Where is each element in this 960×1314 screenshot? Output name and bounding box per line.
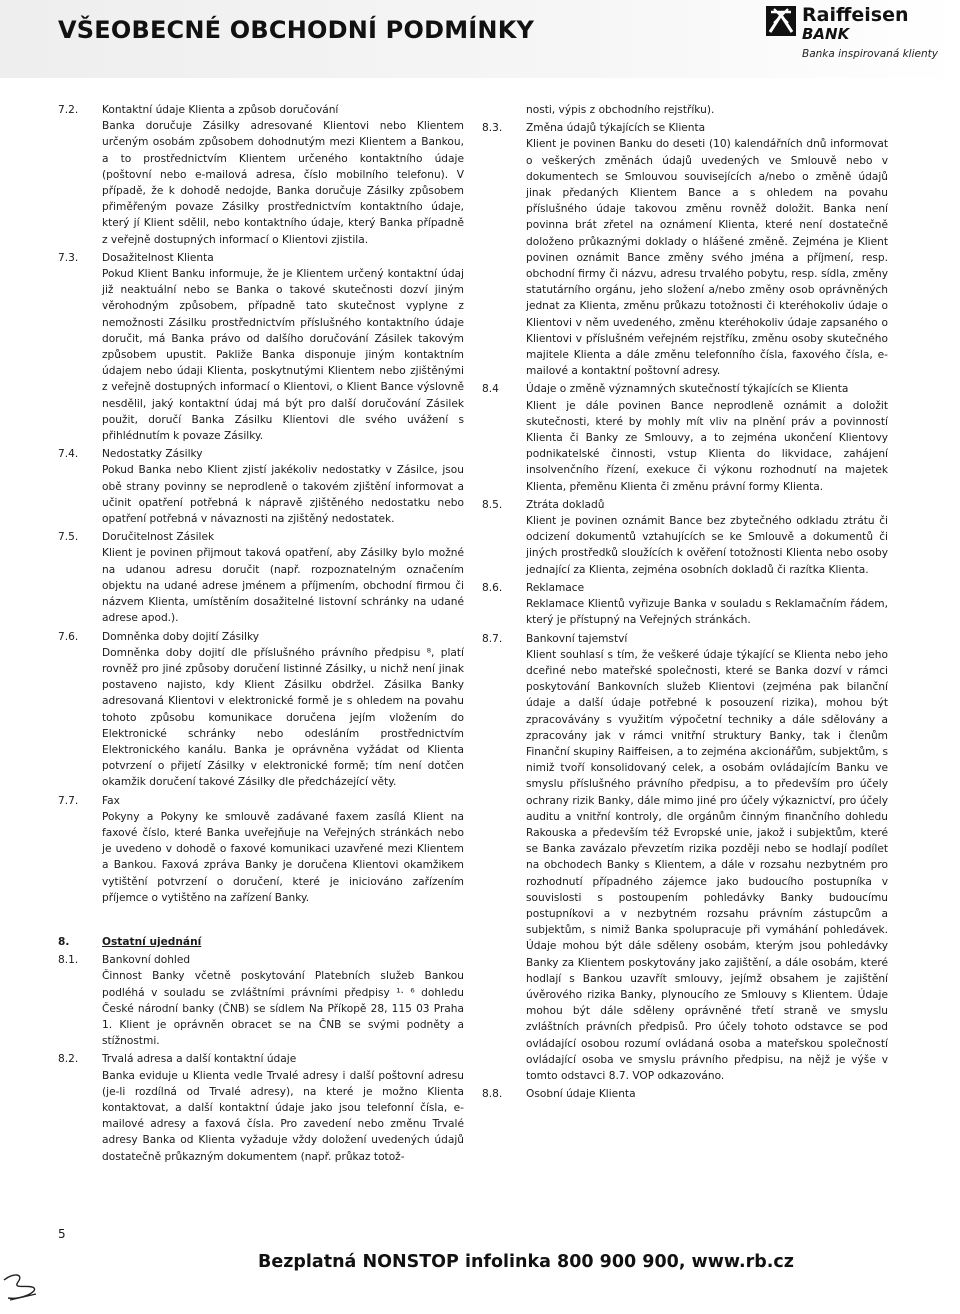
section-title: Dosažitelnost Klienta bbox=[102, 251, 214, 264]
section-title: Kontaktní údaje Klienta a způsob doručování bbox=[102, 104, 339, 116]
footer-hotline: Bezplatná NONSTOP infolinka 800 900 900, www.rb.cz bbox=[258, 1252, 794, 1272]
section-text: Klient souhlasí s tím, že veškeré údaje týkající se Klienta nebo jeho dceřiné nebo mateřské společnosti, které se Banka dozví v rámci poskytování Bankovních služeb Klientovi (zejména pak bilanční údaje a další údaje potřebné k posouzení rizika), mohou být zpracovávány s využitím výpočetní techniky a dále sdělovány a zpracovány jak v rámci vnitřní struktury Banky, tak i členům Finanční skupiny Raiffeisen, a to zejména akcionářům, subjektům, s nimiž tvoří konsolidovaný celek, a osobám ovládajícím Banku ve smyslu příslušného právního předpisu, a to především pro účely ochrany rizik Banky, dále mimo jiné pro účely výkaznictví, pro účely auditu a vnitřní kontroly, dle orgánům činným finančního dohledu Rakouska a především též Evropské unie, jakož i subjektům, které se Banka zavázalo převzetím rizika později nebo se hodlají podílet na obchodech Banky s Klientem, a dále v rozsahu nezbytném pro rozhodnutí případného zájemce jako budoucího postupníka v souvislosti s postoupením pohledávky Banky budoucímu postupníkovi a v nezbytném rozsahu právním zástupcům a subjektům, s nimiž Banka spolupracuje při vymáhání pohledávek. Údaje mohou být dále sděleny osobám, kterým jsou pohledávky Banky za Klientem poskytovány jako zajištění, a dále osobám, které hodlají s Bankou uzavřít smlouvy, jejímž obsahem je zajištění úvěrového rizika Banky, plynoucího ze Smlouvy s Klientem. Údaje mohou být dále sděleny oprávněné třetí straně ve smyslu zvláštních právních předpisů. Pro účely tohoto odstavce se pod ovládající osobou rozumí ovládaná osoba a mateřskou společností ovládající osoba ve smyslu právního předpisu, na nějž je výše v tomto odstavci 8.7. VOP odkazováno. bbox=[526, 648, 888, 1082]
section-title: Ostatní ujednání bbox=[102, 935, 202, 948]
section-number: 8.2. bbox=[58, 1053, 79, 1066]
section-8-3 bbox=[482, 120, 888, 379]
section-text: Klient je povinen přijmout taková opatření, aby Zásilky bylo možné na udanou adresu doručit (např. rozpoznatelným označením objektu na udané adrese jménem a příjmením, obchodní firmou či názvem Klienta, umístěním dosažitelné listovní schránky na udané adrese apod.). bbox=[102, 547, 464, 625]
section-number: 7.3. bbox=[58, 251, 79, 264]
section-8-6 bbox=[482, 580, 888, 629]
bank-logo bbox=[766, 6, 946, 76]
section-7-7 bbox=[58, 793, 464, 906]
section-number: 7.6. bbox=[58, 630, 79, 643]
section-title: Reklamace bbox=[526, 581, 585, 594]
logo-name: Raiffeisen bbox=[802, 4, 909, 26]
section-number: 8.7. bbox=[482, 632, 503, 645]
section-8-7 bbox=[482, 631, 888, 1085]
handwritten-signature-icon bbox=[0, 1270, 42, 1308]
section-number: 8.8. bbox=[482, 1088, 503, 1101]
section-7-4 bbox=[58, 446, 464, 527]
logo-bank: BANK bbox=[802, 25, 850, 43]
section-text: Pokud Banka nebo Klient zjistí jakékoliv nedostatky v Zásilce, jsou obě strany povinny se neprodleně o takovém zjištění informovat a učinit opatření potřebná k nápravě zjištěného nedostatku nebo opatření potřebná v návaznosti na zjištěný nedostatek. bbox=[102, 464, 464, 526]
section-title: Bankovní tajemství bbox=[526, 632, 628, 645]
section-text: Klient je povinen Banku do deseti (10) kalendářních dnů informovat o veškerých změnách údajů uvedených ve Smlouvě nebo v dokumentech se Smlouvou souvisejících a/nebo o změně údajů jinak předaných Klientem Bance a s ohledem na povahu příslušného údaje takovou změnu rovněž doložit. Banka není povinna brát zřetel na oznámení Klienta, které není dostatečně doloženo průkaznými doklady o hlášené změně. Zejména je Klient povinen oznámit Bance změny svého jména a příjmení, resp. obchodní firmy či názvu, adresu trvalého pobytu, resp. sídla, změny statutárního orgánu, jeho složení a/nebo změny osob oprávněných jednat za Klienta, změnu průkazu totožnosti či kteréhokoliv údaje o Klientovi v něm uvedeného, změnu kteréhokoliv údaje zapsaného o Klientovi v příslušném veřejném rejstříku, změnu osoby skutečného majitele Klienta a dále změnu telefonního čísla, faxového čísla, e-mailové a kontaktní poštovní adresy. bbox=[526, 138, 888, 378]
section-number bbox=[482, 102, 526, 118]
section-8-8 bbox=[482, 1086, 888, 1102]
section-title: Doručitelnost Zásilek bbox=[102, 531, 215, 544]
section-number: 7.5. bbox=[58, 531, 79, 544]
section-8-2 bbox=[58, 1051, 464, 1164]
section-title: Osobní údaje Klienta bbox=[526, 1088, 636, 1101]
section-text: Pokyny a Pokyny ke smlouvě zadávané faxem zasílá Klient na faxové číslo, které Banka uveřejňuje na Veřejných stránkách nebo je uvedeno v dohodě o faxové komunikaci uzavřené mezi Klientem a Bankou. Faxová zpráva Banky je doručena Klientovi okamžikem vytištění potvrzení o doručení, které je iniciováno zařízením příjemce o vytištěno na zařízení Banky. bbox=[102, 810, 464, 904]
right-column bbox=[482, 102, 888, 1104]
section-text: Banka doručuje Zásilky adresované Klientovi nebo Klientem určeným osobám způsobem dohodnutým mezi Klientem a Bankou, a to prostřednictvím Klientem určeného kontaktního údaje (poštovní nebo e-mailová adresa, číslo mobilního telefonu). V případě, že k dohodě nedojde, Banka doručuje Zásilky způsobem přiměřeným povaze Zásilky prostřednictvím kontaktního údaje, který jí Klient sdělil, nebo kontaktního údaje, který Banka případně z veřejně dostupných informací o Klientovi zjistila. bbox=[102, 120, 464, 246]
section-text: Klient je povinen oznámit Bance bez zbytečného odkladu ztrátu či odcizení dokumentů vztahujících se ke Smlouvě a dokumentů či jiných prostředků sloužících k ověření totožnosti Klienta nebo osoby jednající za Klienta, zejména osobních dokladů či razítka Klienta. bbox=[526, 515, 888, 576]
section-number: 8.5. bbox=[482, 498, 503, 511]
raiffeisen-gable-cross-icon bbox=[766, 6, 796, 36]
section-title: Údaje o změně významných skutečností týkajících se Klienta bbox=[526, 383, 849, 396]
section-8-5 bbox=[482, 497, 888, 578]
section-title: Domněnka doby dojití Zásilky bbox=[102, 630, 260, 643]
section-title: Změna údajů týkajících se Klienta bbox=[526, 122, 706, 135]
section-8-1 bbox=[58, 952, 464, 1049]
section-text: Domněnka doby dojití dle příslušného právního předpisu ⁸, platí rovněž pro jiné způsoby doručení listinné Zásilky, u nichž není jinak postaveno najisto, kdy Klient Zásilku obdržel. Zásilka Banky adresovaná Klientovi v elektronické formě je s ohledem na povahu tohoto způsobu komunikace doručena jejím vložením do Elektronické schránky nebo odesláním prostřednictvím Elektronického kanálu. Banka je oprávněna vyžádat od Klienta potvrzení o přijetí Zásilky v elektronické formě; tím není dotčen okamžik doručení takové Zásilky dle předcházející věty. bbox=[102, 646, 464, 789]
document-title: VŠEOBECNÉ OBCHODNÍ PODMÍNKY bbox=[58, 16, 535, 44]
left-column bbox=[58, 102, 464, 1167]
page-number: 5 bbox=[58, 1227, 66, 1241]
section-title: Bankovní dohled bbox=[102, 954, 191, 967]
section-7-5 bbox=[58, 529, 464, 626]
section-continuation bbox=[482, 102, 888, 118]
section-number: 7.2. bbox=[58, 104, 79, 116]
logo-tagline: Banka inspirovaná klienty bbox=[802, 48, 938, 60]
section-title: Fax bbox=[102, 794, 120, 807]
section-text: nosti, výpis z obchodního rejstříku). bbox=[526, 104, 715, 116]
section-title: Ztráta dokladů bbox=[526, 498, 605, 511]
section-8-4 bbox=[482, 381, 888, 494]
section-title: Trvalá adresa a další kontaktní údaje bbox=[102, 1053, 297, 1066]
section-number: 8.3. bbox=[482, 122, 503, 135]
section-text: Činnost Banky včetně poskytování Platebních služeb Bankou podléhá v souladu se zvláštními právními předpisy ¹· ⁶ dohledu České národní banky (ČNB) se sídlem Na Příkopě 28, 115 03 Praha 1. Klient je oprávněn obracet se na ČNB se svými podněty a stížnostmi. bbox=[102, 970, 464, 1048]
section-7-6 bbox=[58, 629, 464, 791]
section-text: Klient je dále povinen Bance neprodleně oznámit a doložit skutečnosti, které by mohly mít vliv na plnění práv a povinností Klienta či Banky ze Smlouvy, a to zejména ukončení Klientovy podnikatelské činnosti, vstup Klienta do likvidace, zahájení insolvenčního řízení, exekuce či výkonu rozhodnutí na majetek Klienta, přeměnu Klienta či změnu právní formy Klienta. bbox=[526, 399, 888, 493]
section-number: 8. bbox=[58, 935, 70, 948]
section-8 bbox=[58, 934, 464, 950]
section-text: Reklamace Klientů vyřizuje Banka v souladu s Reklamačním řádem, který je přístupný na Veřejných stránkách. bbox=[526, 598, 888, 627]
section-title: Nedostatky Zásilky bbox=[102, 448, 203, 461]
section-7-3 bbox=[58, 250, 464, 444]
page-header bbox=[0, 0, 960, 78]
section-text: Banka eviduje u Klienta vedle Trvalé adresy i další poštovní adresu (je-li rozdílná od Trvalé adresy), na které je možno Klienta kontaktovat, a další kontaktní údaje jako jsou telefonní čísla, e-mailové adresy a faxová čísla. Pro zavedení nebo změnu Trvalé adresy Banka od Klienta vyžaduje vždy doložení uvedených údajů dostatečně průkazným dokumentem (např. průkaz totož- bbox=[102, 1069, 464, 1163]
section-number: 7.4. bbox=[58, 448, 79, 461]
section-number: 8.4 bbox=[482, 383, 499, 396]
section-text: Pokud Klient Banku informuje, že je Klientem určený kontaktní údaj již neaktuální nebo se Banka o takové skutečnosti dozví jiným věrohodným způsobem, případně tato skutečnost vyplyne z nemožnosti Zásilku prostřednictvím příslušného kontaktního údaje doručit, má Banka právo od dalšího doručování Zásilek takovým způsobem upustit. Pakliže Banka disponuje jiným kontaktním údajem nebo údaji Klienta, poskytnutými Klientem nebo zjištěnými z veřejně dostupných informací o Klientovi, o Klient Bance výslovně nesdělil, jaký kontaktní údaj má být pro další doručování Zásilek použit, doručí Banka Zásilku Klientovi dle svého uvážení s přihlédnutím k povaze Zásilky. bbox=[102, 268, 464, 443]
section-number: 8.6. bbox=[482, 581, 503, 594]
section-number: 7.7. bbox=[58, 794, 79, 807]
section-7-2 bbox=[58, 102, 464, 248]
section-number: 8.1. bbox=[58, 954, 79, 967]
